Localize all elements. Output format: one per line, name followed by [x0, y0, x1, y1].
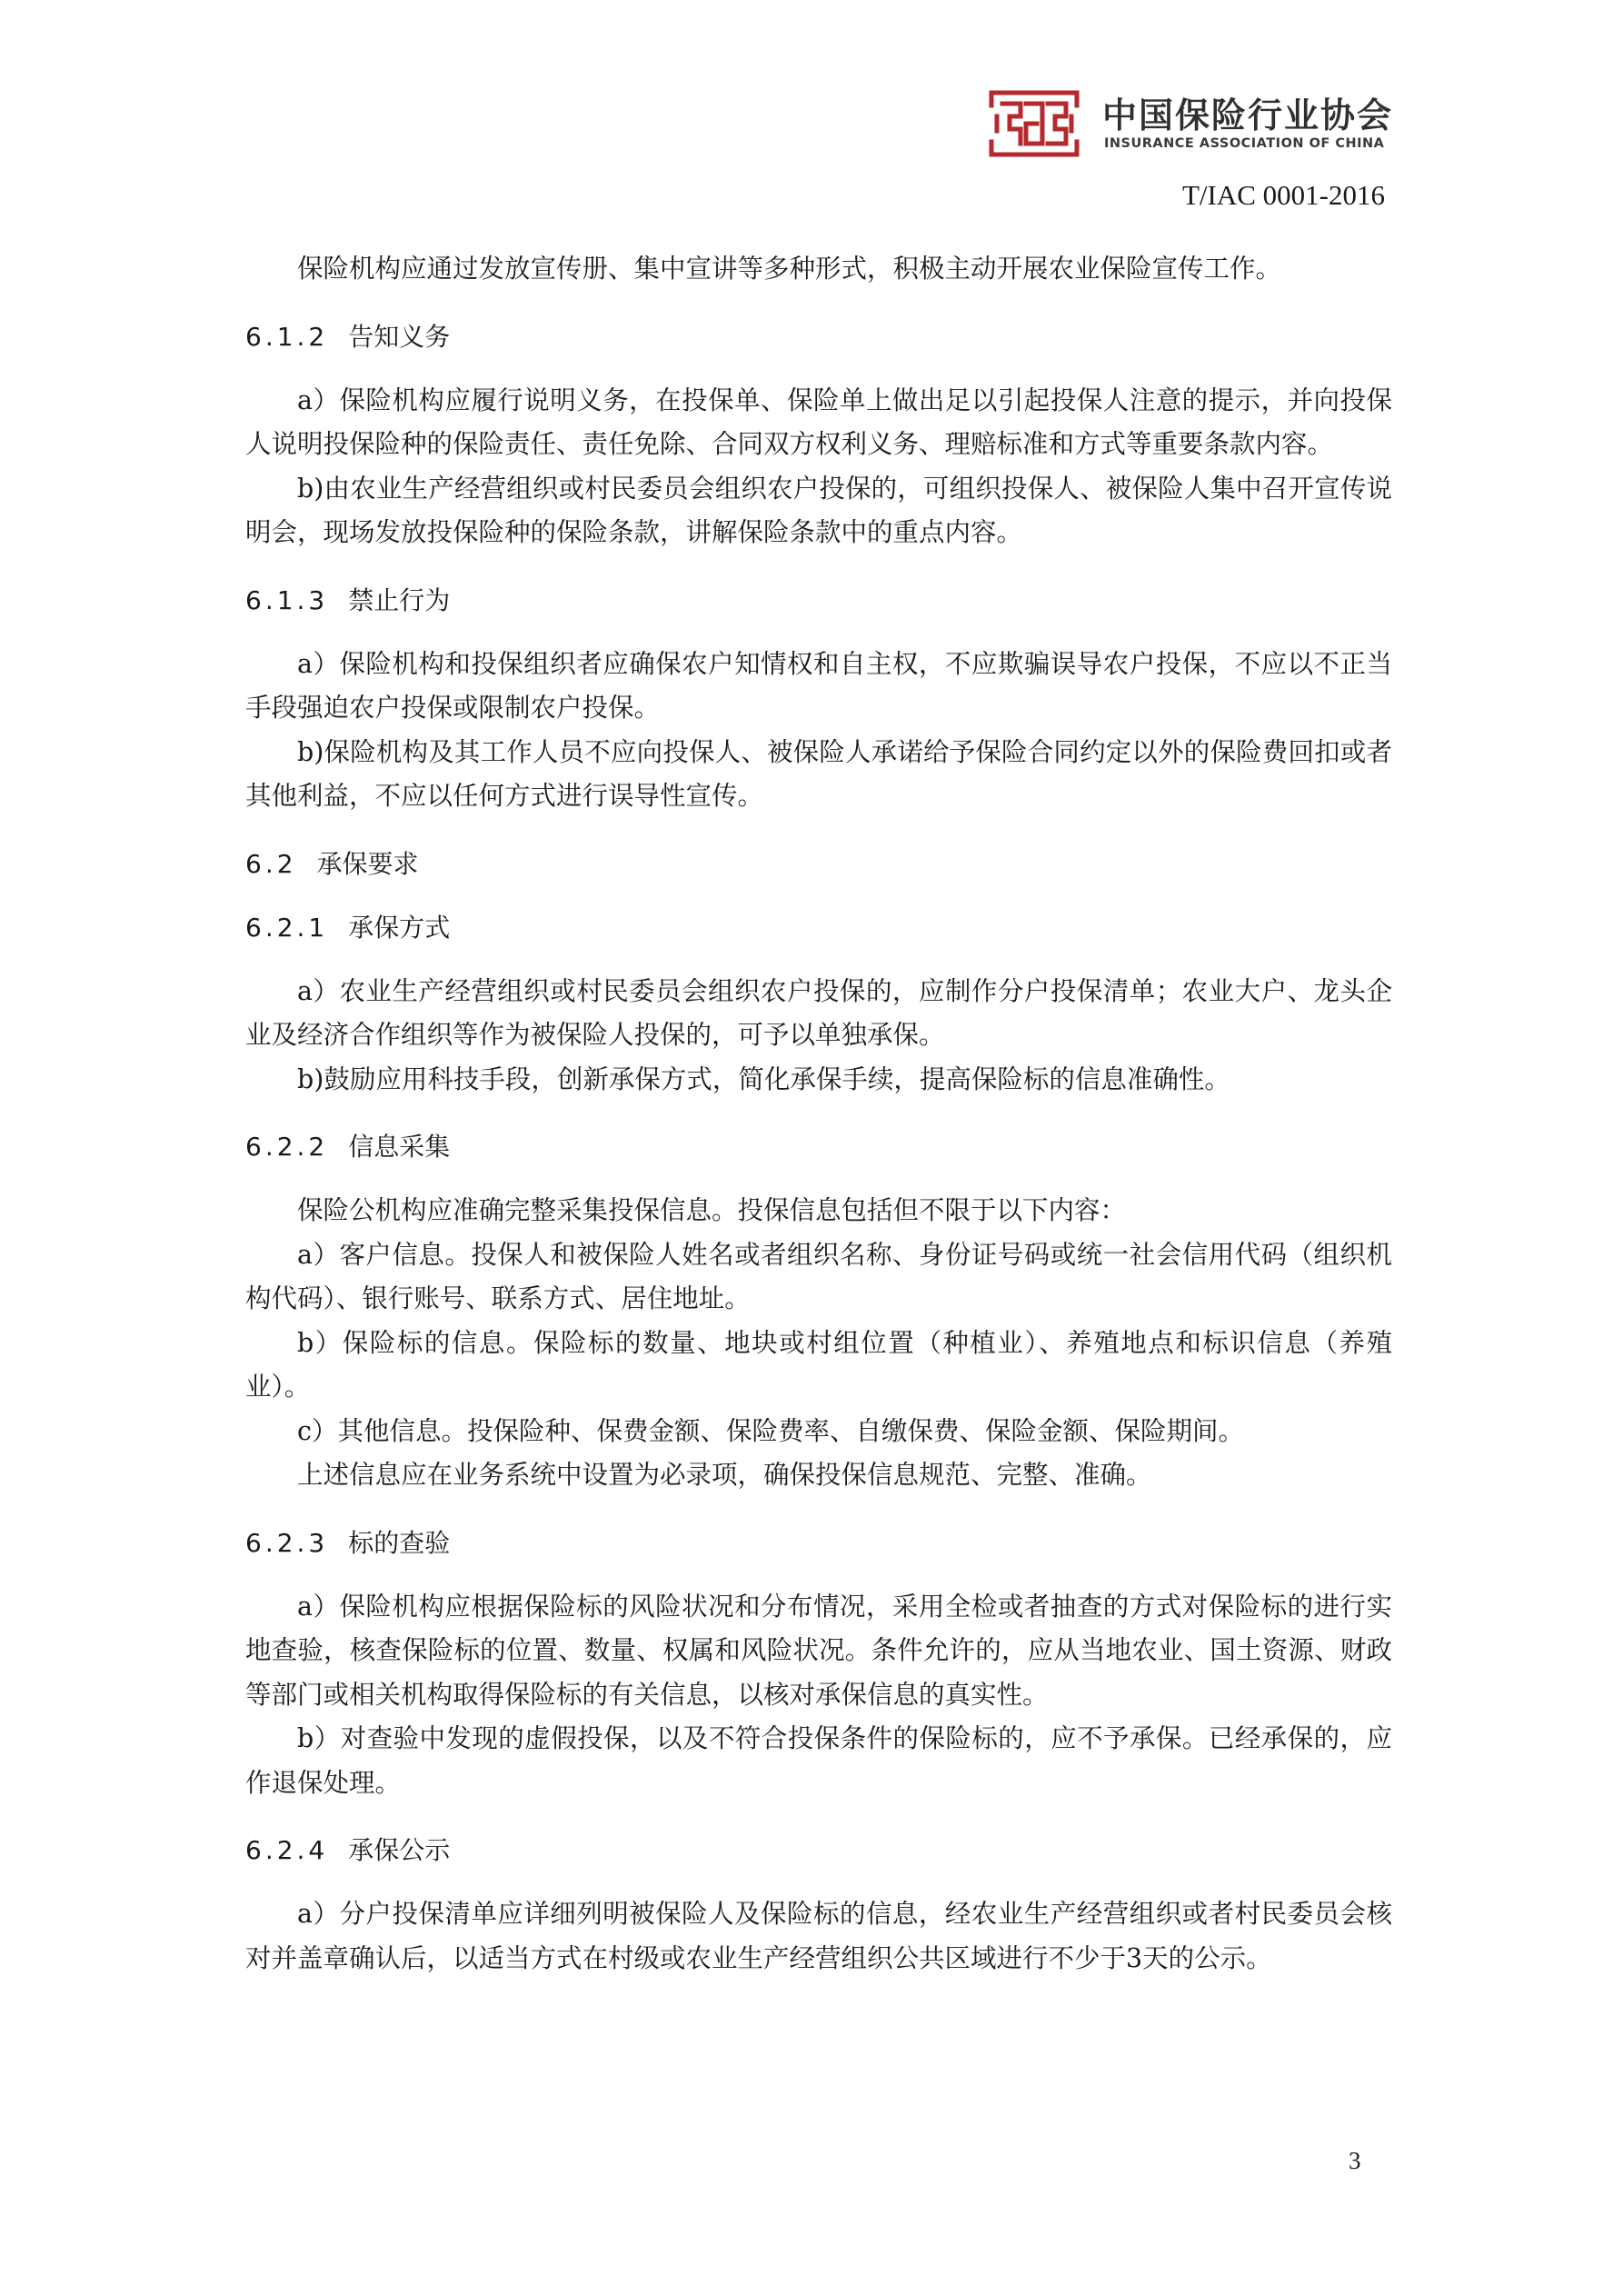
section-number: 6.1.2: [245, 321, 329, 352]
paragraph-6-2-2-intro: 保险公机构应准确完整采集投保信息。投保信息包括但不限于以下内容：: [297, 1195, 1127, 1225]
section-title: 标的查验: [348, 1527, 451, 1558]
paragraph-6-1-2-a: a）保险机构应履行说明义务，在投保单、保险单上做出足以引起投保人注意的提示，并向投保人说明投保险种的保险责任、责任免除、合同双方权利义务、理赔标准和方式等重要条款内容。: [245, 384, 1392, 459]
section-title: 告知义务: [348, 321, 451, 352]
paragraph-6-2-1-b: b)鼓励应用科技手段，创新承保方式，简化承保手续，提高保险标的信息准确性。: [297, 1063, 1230, 1094]
section-title: 承保方式: [348, 912, 451, 943]
section-title: 信息采集: [348, 1132, 451, 1162]
paragraph-6-2-3-a: a）保险机构应根据保险标的风险状况和分布情况，采用全检或者抽查的方式对保险标的进行实地查验，核查保险标的位置、数量、权属和风险状况。条件允许的，应从当地农业、国土资源、财政等部门或相关机构取得保险标的有关信息，以核对承保信息的真实性。: [245, 1591, 1392, 1710]
paragraph-6-1-3-a: a）保险机构和投保组织者应确保农户知情权和自主权，不应欺骗误导农户投保，不应以不正当手段强迫农户投保或限制农户投保。: [245, 648, 1392, 723]
paragraph-intro: 保险机构应通过发放宣传册、集中宣讲等多种形式，积极主动开展农业保险宣传工作。: [297, 254, 1282, 284]
standard-number: T/IAC 0001-2016: [1181, 179, 1385, 211]
section-title: 承保要求: [316, 848, 419, 879]
page-number: 3: [1349, 2147, 1361, 2174]
section-number: 6.2.4: [245, 1835, 329, 1865]
section-number: 6.2.1: [245, 912, 329, 943]
association-name-english: INSURANCE ASSOCIATION OF CHINA: [1104, 136, 1385, 151]
section-title: 承保公示: [348, 1835, 451, 1865]
paragraph-6-2-2-c: c）其他信息。投保险种、保费金额、保险费率、自缴保费、保险金额、保险期间。: [297, 1415, 1244, 1446]
section-heading-6-1-3: [245, 583, 1392, 619]
section-number: 6.2: [245, 848, 297, 879]
paragraph-6-2-2-a: a）客户信息。投保人和被保险人姓名或者组织名称、身份证号码或统一社会信用代码（组织机构代码）、银行账号、联系方式、居住地址。: [245, 1239, 1392, 1313]
section-number: 6.1.3: [245, 584, 329, 615]
iac-logo-icon: [984, 84, 1084, 164]
section-heading-6-1-2: [245, 319, 1392, 355]
paragraph-6-2-2-end: 上述信息应在业务系统中设置为必录项，确保投保信息规范、完整、准确。: [297, 1460, 1152, 1490]
paragraph-6-2-3-b: b）对查验中发现的虚假投保，以及不符合投保条件的保险标的，应不予承保。已经承保的，应作退保处理。: [245, 1723, 1392, 1798]
section-number: 6.2.2: [245, 1132, 329, 1162]
paragraph-6-2-4-a: a）分户投保清单应详细列明被保险人及保险标的信息，经农业生产经营组织或者村民委员会核对并盖章确认后，以适当方式在村级或农业生产经营组织公共区域进行不少于3天的公示。: [245, 1899, 1392, 1973]
section-heading-6-2-3: [245, 1525, 1392, 1562]
section-heading-6-2-1: [245, 910, 1392, 946]
section-title: 禁止行为: [348, 584, 451, 615]
section-heading-6-2: [245, 846, 1392, 883]
paragraph-6-1-3-b: b)保险机构及其工作人员不应向投保人、被保险人承诺给予保险合同约定以外的保险费回扣或者其他利益，不应以任何方式进行误导性宣传。: [245, 736, 1392, 811]
document-body: [245, 247, 1392, 1981]
paragraph-6-2-2-b: b）保险标的信息。保险标的数量、地块或村组位置（种植业）、养殖地点和标识信息（养殖业）。: [245, 1327, 1392, 1402]
paragraph-6-2-1-a: a）农业生产经营组织或村民委员会组织农户投保的，应制作分户投保清单；农业大户、龙头企业及经济合作组织等作为被保险人投保的，可予以单独承保。: [245, 975, 1392, 1050]
section-heading-6-2-2: [245, 1129, 1392, 1165]
paragraph-6-1-2-b: b)由农业生产经营组织或村民委员会组织农户投保的，可组织投保人、被保险人集中召开宣传说明会，现场发放投保险种的保险条款，讲解保险条款中的重点内容。: [245, 473, 1392, 547]
section-heading-6-2-4: [245, 1832, 1392, 1869]
section-number: 6.2.3: [245, 1527, 329, 1558]
association-name-chinese: 中国保险行业协会: [1102, 95, 1394, 135]
